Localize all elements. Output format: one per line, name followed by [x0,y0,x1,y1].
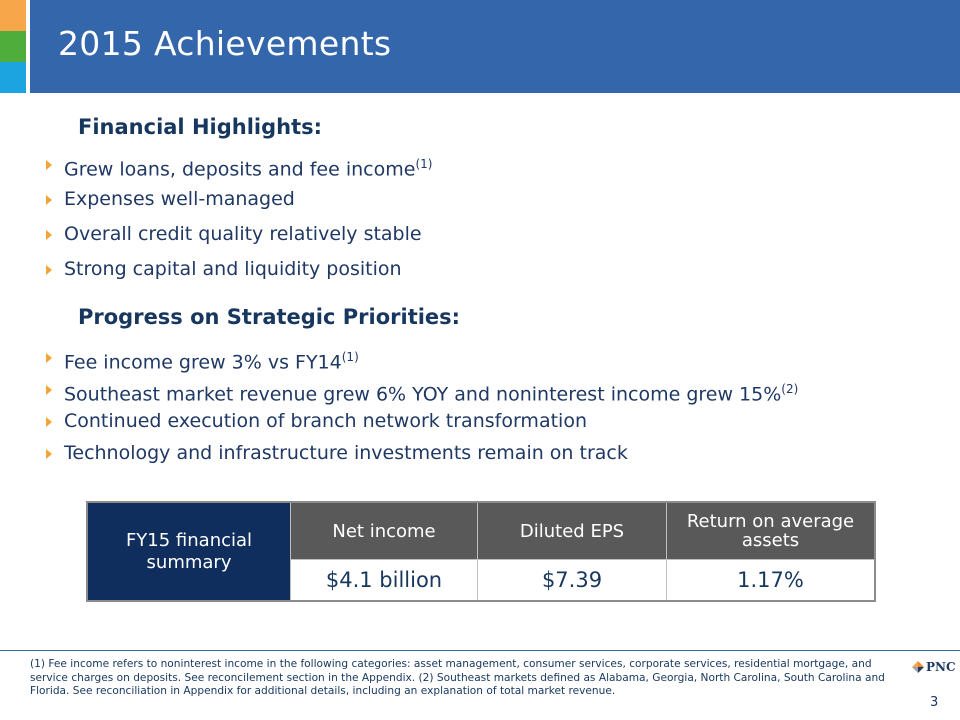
list-item: Southeast market revenue grew 6% YOY and noninterest income grew 15%$^{(2)}$ [46,375,798,407]
list-item: Expenses well-managed [46,185,432,220]
bullet-arrow-icon [46,230,52,240]
slide-title: 2015 Achievements [58,24,392,63]
page-number: 3 [930,695,939,710]
strategic-priorities-list [46,343,798,471]
strategic-priorities-heading: Progress on Strategic Priorities: [78,305,461,329]
accent-green [0,31,26,62]
column-header: Diluted EPS [478,502,667,560]
footer-divider [0,650,960,651]
logo-text: PNC [926,660,956,674]
accent-blue [0,62,26,93]
bullet-arrow-icon [46,160,52,170]
list-item: Grew loans, deposits and fee income$^{(1)}$ [46,150,432,185]
bullet-arrow-icon [46,417,52,427]
table-cell: $4.1 billion [291,560,478,602]
table-cell: $7.39 [478,560,667,602]
pnc-logo [912,660,956,674]
list-item: Strong capital and liquidity position [46,255,432,290]
list-item: Technology and infrastructure investments remain on track [46,439,798,471]
bullet-arrow-icon [46,385,52,395]
list-item: Continued execution of branch network transformation [46,407,798,439]
column-header: Return on average assets [667,502,876,560]
financial-highlights-list [46,150,432,290]
bullet-arrow-icon [46,449,52,459]
bullet-arrow-icon [46,195,52,205]
list-item: Overall credit quality relatively stable [46,220,432,255]
table-label-cell: FY15 financial summary [87,502,291,601]
list-item: Fee income grew 3% vs FY14$^{(1)}$ [46,343,798,375]
accent-orange [0,0,26,31]
bullet-arrow-icon [46,353,52,363]
footnote: (1) Fee income refers to noninterest income in the following categories: asset management, consumer services, corporate services, residential mortgage, and service charges on deposits. See reconcilement section in the Appendix. (2) Southeast markets defined as Alabama, Georgia, North Carolina, South Carolina and Florida. See reconciliation in Appendix for additional details, including an explanation of total market revenue. [30,658,885,697]
pnc-logo-icon [912,661,924,673]
bullet-arrow-icon [46,265,52,275]
financial-summary-table [86,501,876,602]
table-cell: 1.17% [667,560,876,602]
column-header: Net income [291,502,478,560]
financial-highlights-heading: Financial Highlights: [78,115,323,139]
